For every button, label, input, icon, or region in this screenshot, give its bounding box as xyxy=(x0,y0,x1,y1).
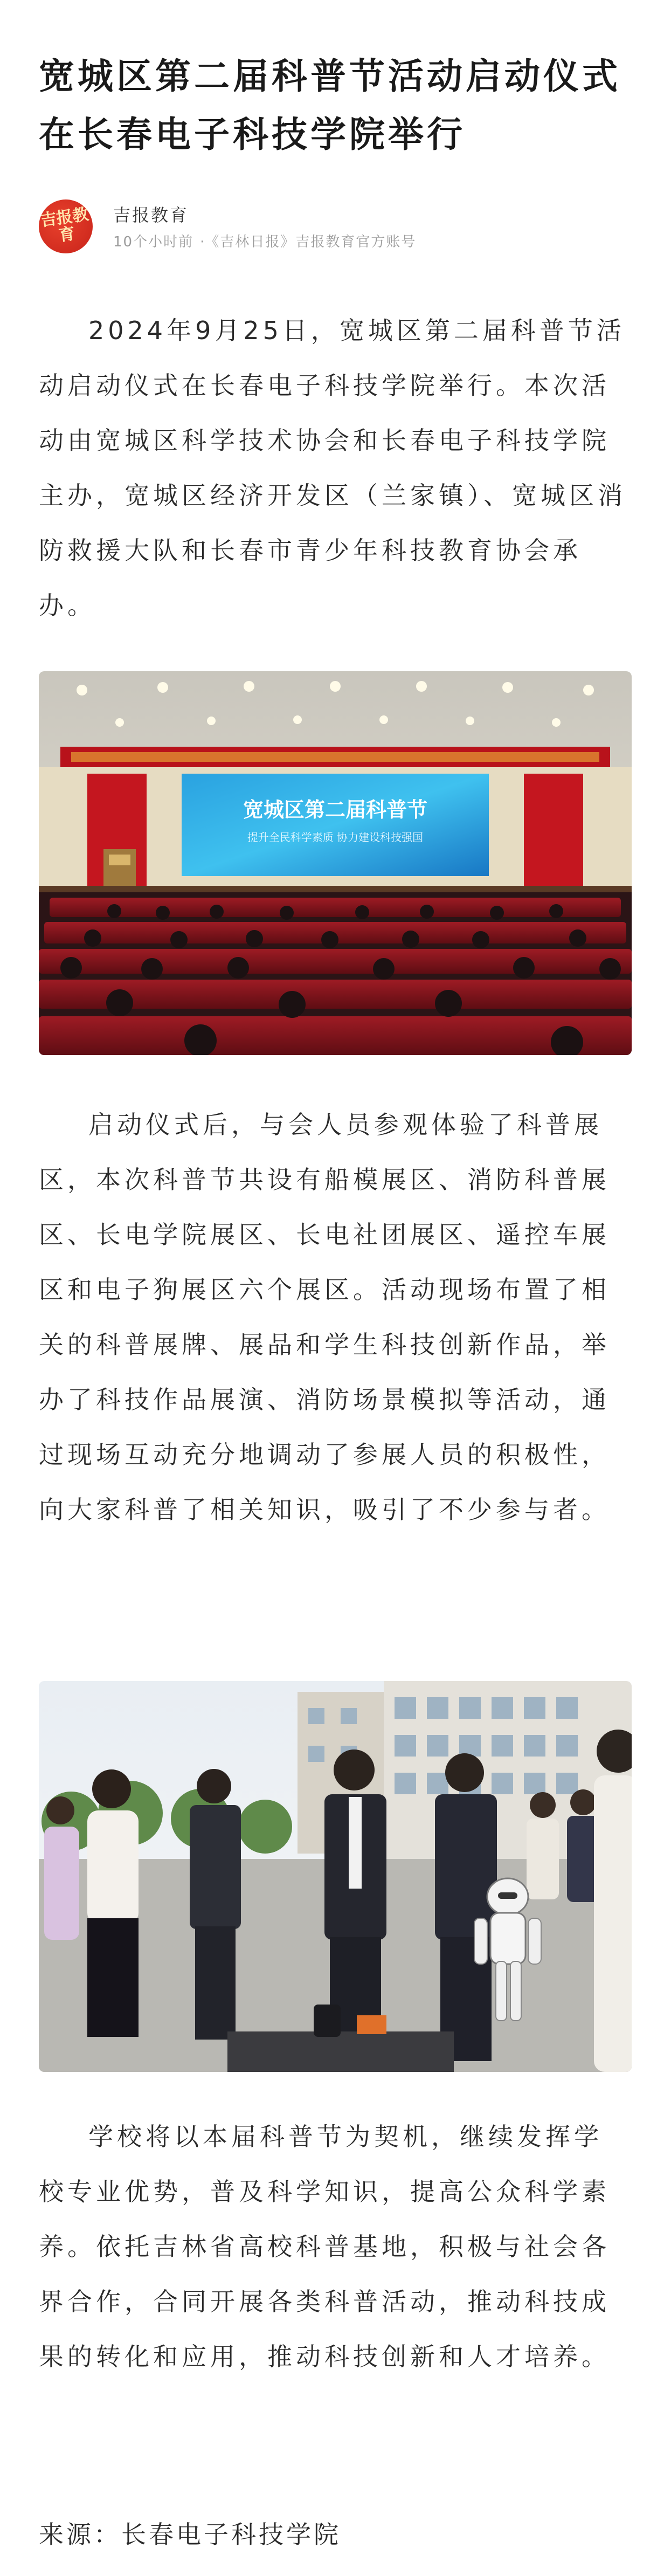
paragraph-2: 启动仪式后，与会人员参观体验了科普展区，本次科普节共设有船模展区、消防科普展区、长电学院展区、长电社团展区、遥控车展区和电子狗展区六个展区。活动现场布置了相关的科普展牌、展品和学生科技创新作品，举办了科技作品展演、消防场景模拟等活动，通过现场互动充分地调动了参展人员的积极性，向大家科普了相关知识，吸引了不少参与者。 xyxy=(39,1110,610,1524)
author-name[interactable]: 吉报教育 xyxy=(113,205,189,225)
author-source-line: 《吉林日报》吉报教育官方账号 xyxy=(212,234,417,250)
article-title: 宽城区第二届科普节活动启动仪式在长春电子科技学院举行 xyxy=(39,56,621,155)
exhibition-visit-illustration xyxy=(39,1681,632,2072)
author-meta: 10个小时前 · 《吉林日报》吉报教育官方账号 xyxy=(113,234,417,250)
ceremony-hall-illustration xyxy=(39,671,632,1055)
publish-time: 10个小时前 xyxy=(113,234,194,250)
avatar-logo-text: 吉报教育 xyxy=(39,205,90,245)
screen-title: 宽城区第二届科普节 xyxy=(243,798,428,822)
paragraph-1: 2024年9月25日，宽城区第二届科普节活动启动仪式在长春电子科技学院举行。本次活动由宽城区科学技术协会和长春电子科技学院主办，宽城区经济开发区（兰家镇）、宽城区消防救援大队和长春市青少年科技教育协会承办。 xyxy=(39,316,626,620)
screen-subtitle: 提升全民科学素质 协力建设科技强国 xyxy=(247,831,424,844)
author-row[interactable] xyxy=(39,199,626,259)
paragraph-3: 学校将以本届科普节为契机，继续发挥学校专业优势，普及科学知识，提高公众科学素养。依托吉林省高校科普基地，积极与社会各界合作，合同开展各类科普活动，推动科技成果的转化和应用，推动科技创新和人才培养。 xyxy=(39,2122,610,2371)
article-source: 来源：长春电子科技学院 xyxy=(39,2520,341,2549)
author-avatar[interactable] xyxy=(39,199,93,253)
exhibition-visit-photo[interactable] xyxy=(39,1681,632,2072)
ceremony-hall-photo[interactable] xyxy=(39,671,632,1055)
